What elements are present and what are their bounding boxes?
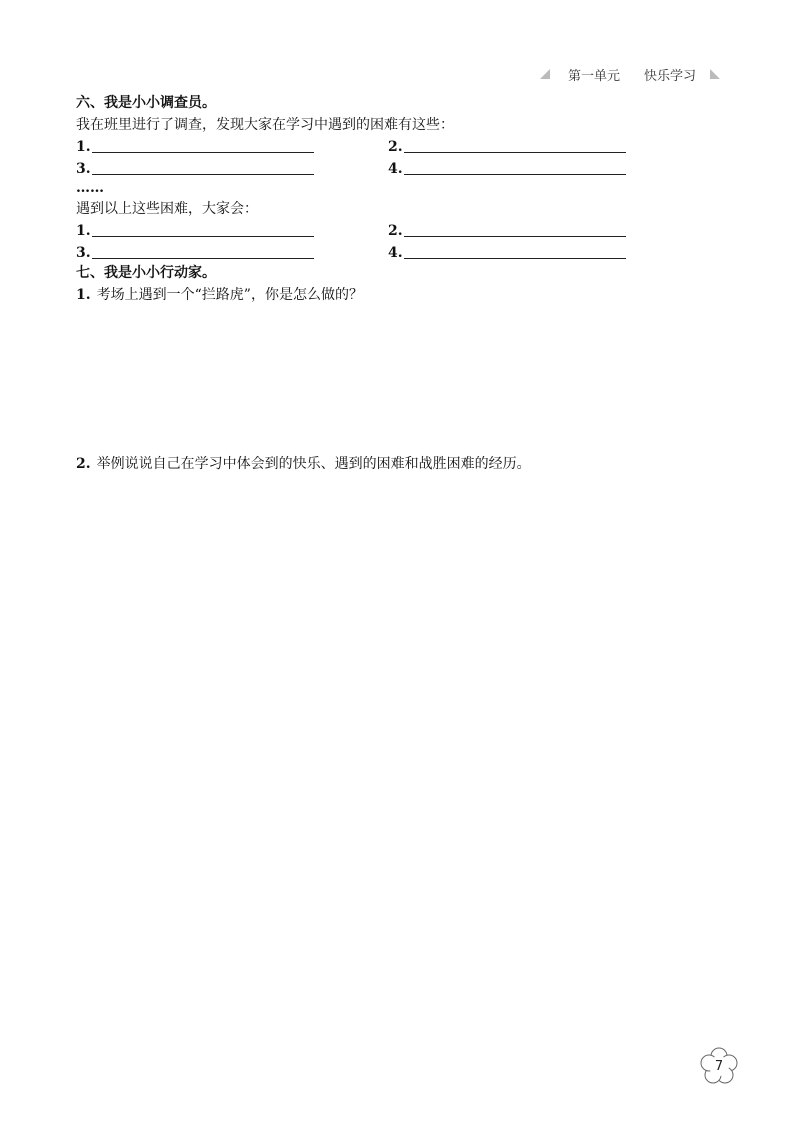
answer-blank[interactable] [76, 158, 314, 178]
answer-blank[interactable] [388, 136, 626, 156]
answer-line [92, 258, 314, 259]
question-2 [76, 455, 531, 473]
answer-line [92, 236, 314, 237]
blank-number: 1. [76, 223, 91, 239]
question-text: 考场上遇到一个“拦路虎”，你是怎么做的？ [96, 287, 363, 303]
answer-area-1[interactable] [76, 308, 636, 448]
section7-title: 七、我是小小行动家。 [76, 265, 216, 281]
answer-line [404, 236, 626, 237]
ellipsis: …… [76, 180, 104, 196]
question-text: 举例说说自己在学习中体会到的快乐、遇到的困难和战胜困难的经历。 [96, 456, 531, 472]
section6-intro2: 遇到以上这些困难，大家会： [76, 201, 258, 217]
triangle-left-icon [540, 69, 550, 79]
answer-line [92, 174, 314, 175]
answer-line [92, 152, 314, 153]
question-number: 1. [76, 287, 91, 303]
blank-number: 3. [76, 161, 91, 177]
answer-blank[interactable] [76, 220, 314, 240]
blank-number: 3. [76, 245, 91, 261]
answer-blank[interactable] [388, 220, 626, 240]
answer-line [404, 152, 626, 153]
answer-blank[interactable] [388, 158, 626, 178]
page-header [540, 64, 730, 84]
answer-blank[interactable] [76, 242, 314, 262]
page-number-badge [698, 1046, 740, 1088]
section6-intro: 我在班里进行了调查，发现大家在学习中遇到的困难有这些： [76, 117, 454, 133]
question-1 [76, 286, 363, 304]
answer-blank[interactable] [76, 136, 314, 156]
question-number: 2. [76, 456, 91, 472]
blank-number: 4. [388, 245, 403, 261]
triangle-right-icon [710, 69, 720, 79]
survey-difficulties-row-2 [76, 158, 636, 178]
blank-number: 2. [388, 223, 403, 239]
survey-solutions-row-2 [76, 242, 636, 262]
header-unit: 第一单元 [568, 68, 621, 84]
answer-area-2[interactable] [76, 478, 716, 1018]
answer-line [404, 174, 626, 175]
page-number: 7 [714, 1058, 724, 1074]
blank-number: 1. [76, 139, 91, 155]
header-topic: 快乐学习 [644, 68, 697, 84]
answer-line [404, 258, 626, 259]
blank-number: 4. [388, 161, 403, 177]
survey-difficulties-row-1 [76, 136, 636, 156]
survey-solutions-row-1 [76, 220, 636, 240]
section6-title: 六、我是小小调查员。 [76, 95, 216, 111]
blank-number: 2. [388, 139, 403, 155]
answer-blank[interactable] [388, 242, 626, 262]
